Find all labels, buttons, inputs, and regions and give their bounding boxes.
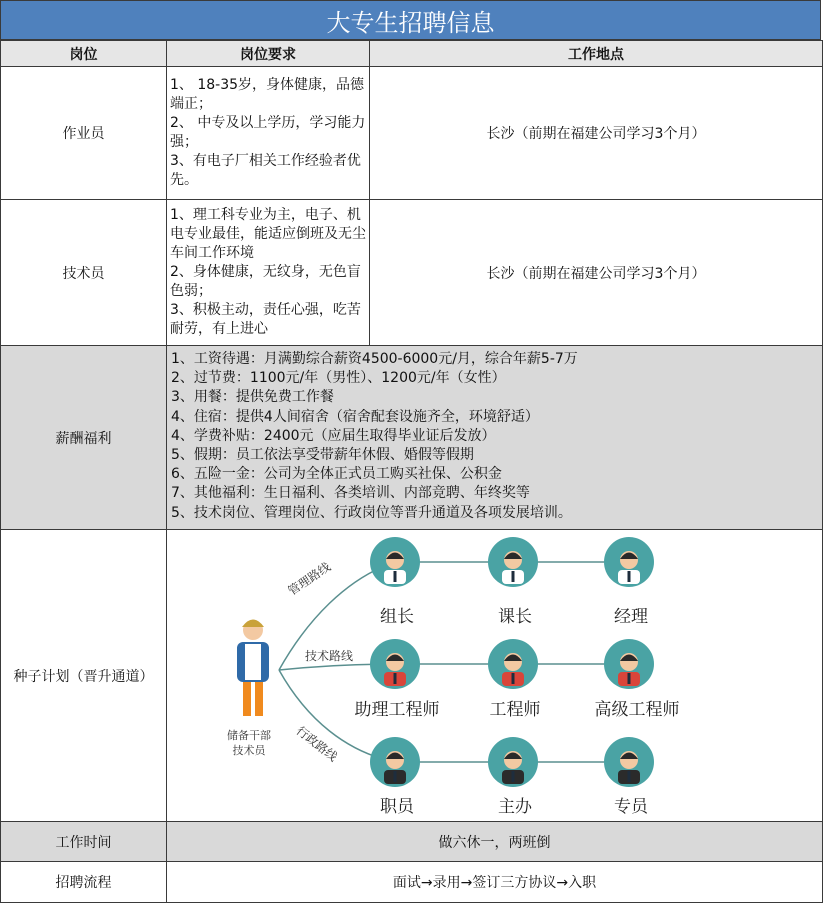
- benefits-label: 薪酬福利: [1, 346, 167, 530]
- path-label-management: 管理路线: [285, 559, 334, 599]
- benefit-item: 1、工资待遇：月满勤综合薪资4500-6000元/月，综合年薪5-7万: [171, 351, 578, 367]
- header-location: 工作地点: [370, 41, 823, 67]
- avatar-tie: [394, 771, 397, 782]
- benefit-item: 5、假期：员工依法享受带薪年休假、婚假等假期: [171, 447, 474, 464]
- path-label-administrative: 行政路线: [293, 723, 340, 765]
- start-person-hair: [242, 620, 264, 628]
- node-senior-engineer: 高级工程师: [594, 700, 680, 720]
- requirement-item: 2、身体健康，无纹身，无色盲色弱；: [170, 264, 361, 299]
- plan-label: 种子计划（晋升通道）: [1, 530, 167, 822]
- work-time-row: [1, 822, 823, 862]
- benefits-list: [167, 346, 823, 530]
- header-requirements: 岗位要求: [167, 41, 370, 67]
- avatar-tie: [628, 571, 631, 582]
- recruitment-table: [0, 40, 823, 903]
- requirement-item: 2、 中专及以上学历，学习能力强；: [170, 115, 366, 150]
- promotion-diagram-graphic: [167, 530, 822, 820]
- header-position: 岗位: [1, 41, 167, 67]
- node-manager: 经理: [614, 607, 648, 627]
- node-supervisor: 主办: [498, 797, 532, 817]
- node-specialist: 专员: [614, 797, 648, 817]
- benefit-item: 4、学费补贴：2400元（应届生取得毕业证后发放）: [171, 427, 496, 444]
- avatar-tie: [512, 673, 515, 684]
- job-requirements: [167, 67, 370, 200]
- process-value: 面试→录用→签订三方协议→入职: [167, 862, 823, 903]
- start-person-leg: [255, 682, 263, 716]
- avatar-tie: [628, 673, 631, 684]
- benefit-item: 3、用餐：提供免费工作餐: [171, 389, 334, 406]
- requirement-item: 3、积极主动，责任心强，吃苦耐劳，有上进心: [170, 302, 361, 337]
- benefit-item: 2、过节费：1100元/年（男性）、1200元/年（女性）: [171, 370, 506, 387]
- job-name: 作业员: [1, 67, 167, 200]
- job-location: 长沙（前期在福建公司学习3个月）: [370, 67, 823, 200]
- requirement-item: 1、 18-35岁，身体健康，品德端正；: [170, 77, 365, 112]
- work-time-value: 做六休一，两班倒: [167, 822, 823, 862]
- job-requirements: [167, 200, 370, 346]
- job-row: [1, 200, 823, 346]
- requirement-item: 3、有电子厂相关工作经验者优先。: [170, 153, 361, 188]
- plan-row: [1, 530, 823, 822]
- node-team-leader: 组长: [380, 607, 414, 627]
- path-label-technical: 技术路线: [305, 649, 354, 663]
- promotion-diagram: [167, 530, 823, 822]
- start-person-label: [227, 728, 271, 758]
- job-row: [1, 67, 823, 200]
- work-time-label: 工作时间: [1, 822, 167, 862]
- requirement-item: 1、理工科专业为主，电子、机电专业最佳，能适应倒班及无尘车间工作环境: [170, 207, 366, 261]
- start-label-line: 储备干部: [227, 729, 271, 742]
- node-engineer: 工程师: [489, 700, 541, 720]
- node-assistant-engineer: 助理工程师: [354, 700, 440, 720]
- job-location: 长沙（前期在福建公司学习3个月）: [370, 200, 823, 346]
- benefit-item: 7、其他福利：生日福利、各类培训、内部竞聘、年终奖等: [171, 485, 530, 502]
- page-title: 大专生招聘信息: [0, 0, 821, 40]
- avatar-tie: [512, 771, 515, 782]
- technical-path-line: [279, 664, 607, 670]
- benefit-item: 5、技术岗位、管理岗位、行政岗位等晋升通道及各项发展培训。: [171, 504, 572, 521]
- avatar-tie: [628, 771, 631, 782]
- avatar-tie: [512, 571, 515, 582]
- start-label-line: 技术员: [232, 744, 266, 757]
- node-clerk: 职员: [380, 797, 414, 817]
- process-row: [1, 862, 823, 903]
- start-person-leg: [243, 682, 251, 716]
- header-row: [1, 41, 823, 67]
- job-name: 技术员: [1, 200, 167, 346]
- start-person-shirt: [245, 644, 261, 680]
- benefit-item: 6、五险一金：公司为全体正式员工购买社保、公积金: [171, 466, 502, 483]
- node-section-chief: 课长: [498, 607, 532, 627]
- benefit-item: 4、住宿：提供4人间宿舍（宿舍配套设施齐全，环境舒适）: [171, 408, 539, 425]
- avatar-tie: [394, 673, 397, 684]
- benefits-row: [1, 346, 823, 530]
- avatar-tie: [394, 571, 397, 582]
- process-label: 招聘流程: [1, 862, 167, 903]
